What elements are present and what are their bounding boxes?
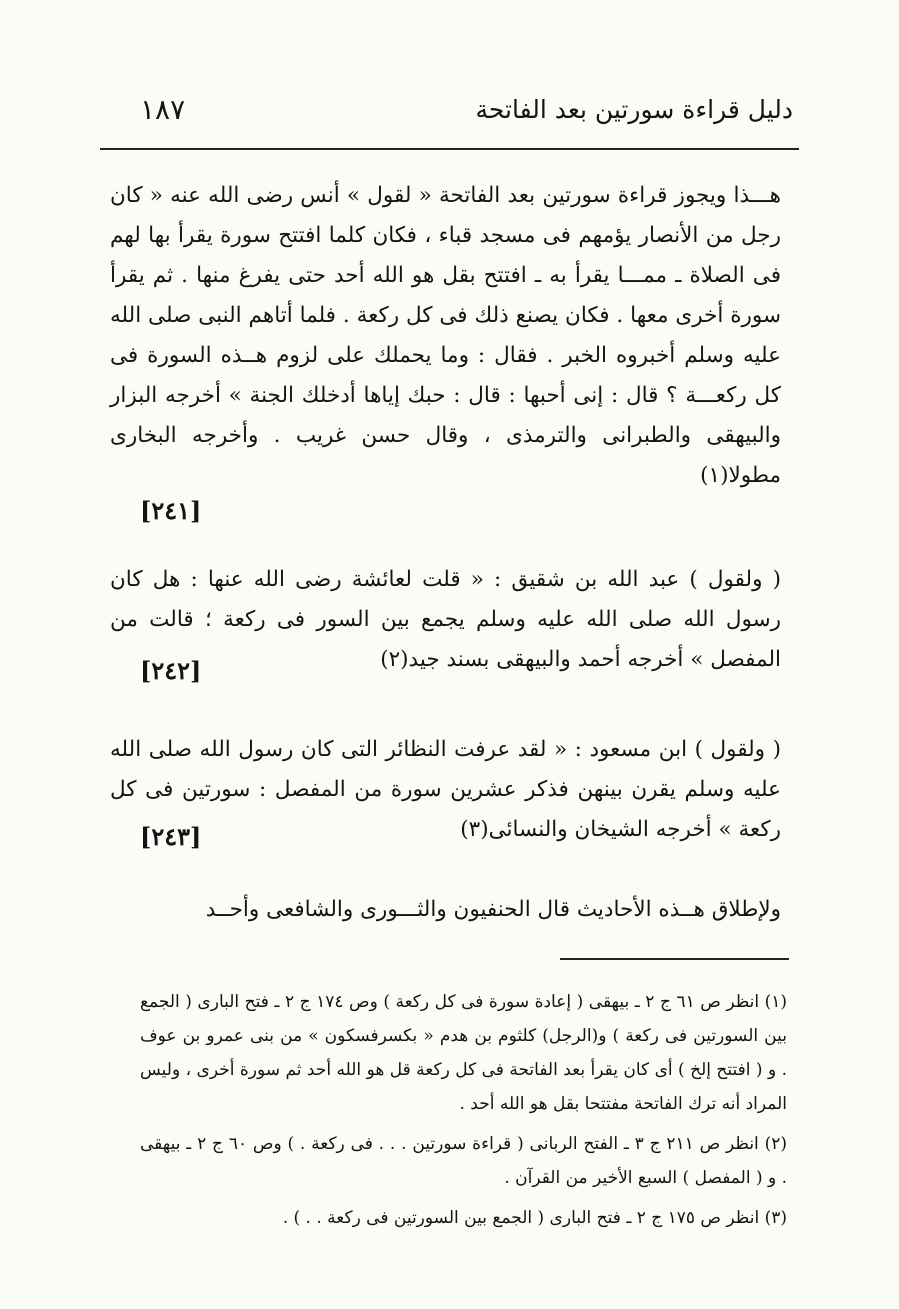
paragraph-text: ( ولقول ) عبد الله بن شقيق : « قلت لعائشة رضى الله عنها : هل كان رسول الله صلى الله عليه وسلم يجمع بين السور فى ركعة ؛ قالت من المفصل » أخرجه أحمد والبيهقى بسند جيد(٢) — [110, 567, 781, 672]
page-header — [100, 95, 799, 141]
paragraph-text: ولإطلاق هــذه الأحاديث قال الحنفيون والثـــورى والشافعى وأحــد — [205, 897, 781, 922]
hadith-number-241: [٢٤١] — [140, 496, 202, 525]
footnote-3: (٣) انظر ص ١٧٥ ج ٢ ـ فتح البارى ( الجمع بين السورتين فى ركعة . . ) . — [282, 1208, 787, 1228]
paragraph-conclusion — [110, 890, 781, 930]
page-number: ١٨٧ — [140, 93, 186, 126]
header-rule — [100, 148, 799, 150]
footnote-1: (١) انظر ص ٦١ ج ٢ ـ بيهقى ( إعادة سورة فى كل ركعة ) وص ١٧٤ ج ٢ ـ فتح البارى ( الجمع بين السورتين فى ركعة ) و(الرجل) كلثوم بن هدم « بكسرفسكون » من بنى عمرو بن عوف . و ( افتتح إلخ ) أى كان يقرأ بعد الفاتحة فى كل ركعة قل هو الله أحد ثم سورة أخرى ، وليس المراد أنه ترك الفاتحة مفتتحا بقل هو الله أحد . — [140, 992, 788, 1114]
paragraph-abdullah-shaqiq — [110, 560, 781, 680]
paragraph-anas — [110, 176, 781, 496]
footnote-rule — [560, 958, 789, 960]
paragraph-ibn-masud — [110, 730, 781, 850]
footnotes — [140, 985, 787, 1241]
paragraph-text: ( ولقول ) ابن مسعود : « لقد عرفت النظائر التى كان رسول الله صلى الله عليه وسلم يقرن بينهن فذكر عشرين سورة من المفصل : سورتين فى كل ركعة » أخرجه الشيخان والنسائى(٣) — [110, 737, 781, 842]
running-title: دليل قراءة سورتين بعد الفاتحة — [475, 95, 793, 124]
footnote-2: (٢) انظر ص ٢١١ ج ٣ ـ الفتح الربانى ( قراءة سورتين . . . فى ركعة . ) وص ٦٠ ج ٢ ـ بيهقى . و ( المفصل ) السبع الأخير من القرآن . — [140, 1134, 788, 1188]
hadith-number-243: [٢٤٣] — [140, 822, 202, 851]
hadith-number-242: [٢٤٢] — [140, 656, 202, 685]
paragraph-text: هـــذا ويجوز قراءة سورتين بعد الفاتحة « لقول » أنس رضى الله عنه « كان رجل من الأنصار يؤمهم فى مسجد قباء ، فكان كلما افتتح سورة يقرأ بها لهم فى الصلاة ـ ممـــا يقرأ به ـ افتتح بقل هو الله أحد حتى يفرغ منها . ثم يقرأ سورة أخرى معها . فكان يصنع ذلك فى كل ركعة . فلما أتاهم النبى صلى الله عليه وسلم أخبروه الخبر . فقال : وما يحملك على لزوم هــذه السورة فى كل ركعـــة ؟ قال : إنى أحبها : قال : حبك إياها أدخلك الجنة » أخرجه البزار والبيهقى والطبرانى والترمذى ، وقال حسن غريب . وأخرجه البخارى مطولا(١) — [110, 183, 781, 488]
